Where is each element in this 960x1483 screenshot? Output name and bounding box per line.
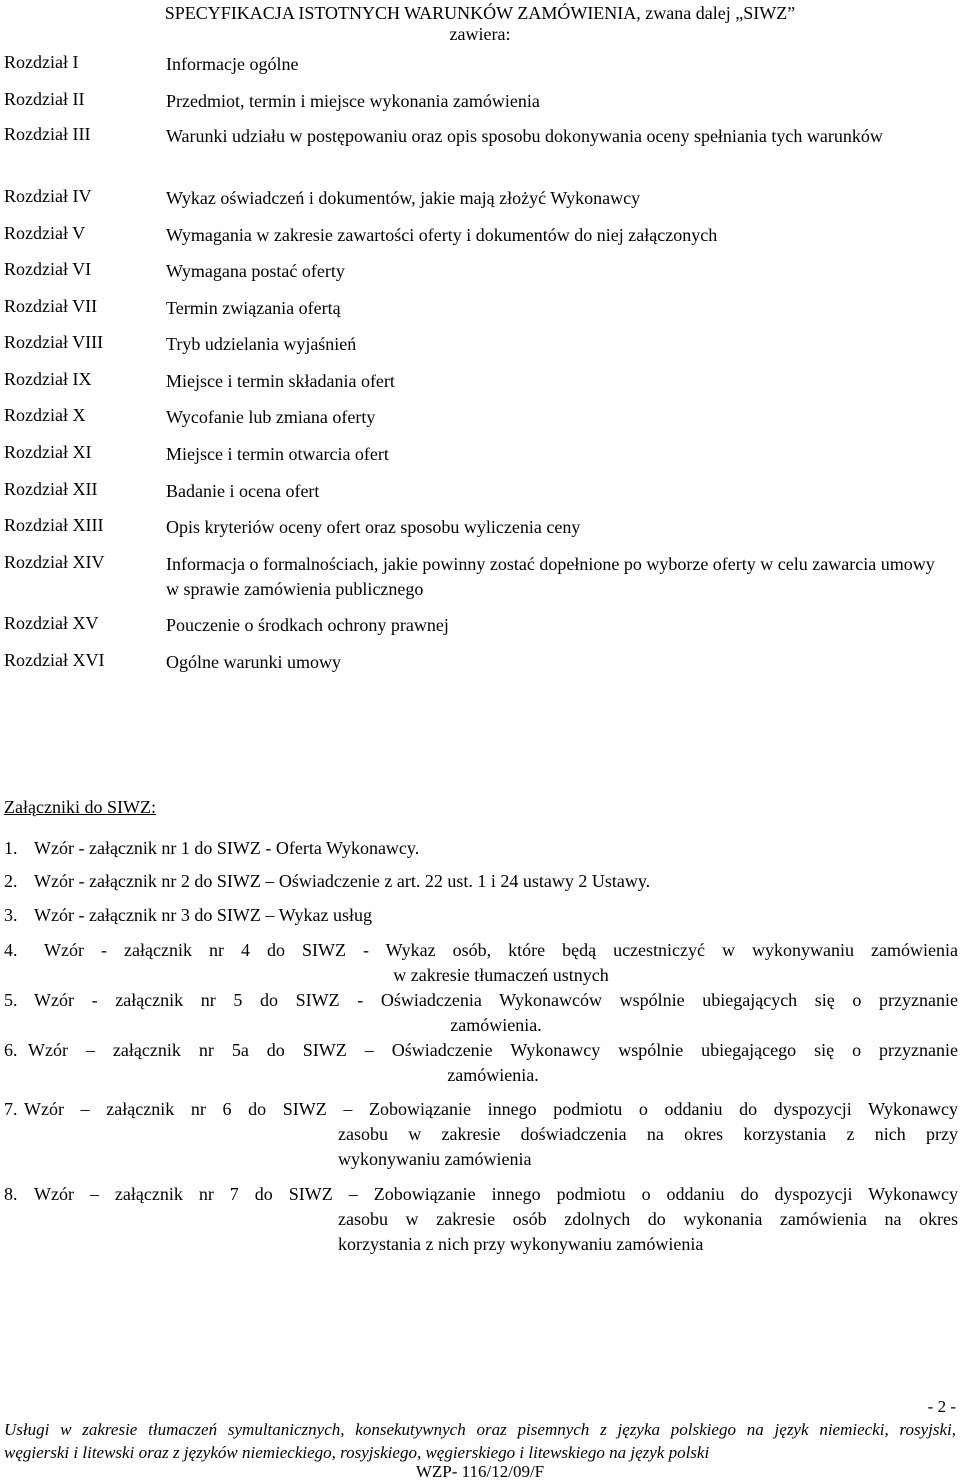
toc-chapter-title: Opis kryteriów oceny ofert oraz sposobu wyliczenia ceny [166, 517, 581, 537]
toc-chapter-number: Rozdział V [4, 223, 86, 243]
toc-chapter-title: Miejsce i termin otwarcia ofert [166, 444, 389, 464]
footer-reference: WZP- 116/12/09/F [415, 1462, 545, 1481]
attachment-text: Wzór - załącznik nr 2 do SIWZ – Oświadczenie z art. 22 ust. 1 i 24 ustawy 2 Ustawy. [34, 871, 651, 891]
document-title: SPECYFIKACJA ISTOTNYCH WARUNKÓW ZAMÓWIENIA, zwana dalej „SIWZ” [164, 3, 796, 23]
attachment-text [34, 988, 958, 1038]
attachment-text [28, 1038, 958, 1088]
attachment-text: Wzór - załącznik nr 1 do SIWZ - Oferta Wykonawcy. [34, 838, 420, 858]
toc-chapter-title: Pouczenie o środkach ochrony prawnej [166, 615, 449, 635]
toc-chapter-title: Informacja o formalnościach, jakie powinny zostać dopełnione po wyborze oferty w celu zawarcia umowy w sprawie zamówienia publicznego [166, 554, 935, 599]
toc-chapter-title: Miejsce i termin składania ofert [166, 371, 395, 391]
attachment-text [34, 1182, 958, 1257]
attachment-text-line: Wzór – załącznik nr 7 do SIWZ – Zobowiązanie innego podmiotu o oddaniu do dyspozycji Wykonawcy [34, 1184, 958, 1204]
attachment-number: 7. [4, 1099, 18, 1119]
toc-chapter-number: Rozdział XIV [4, 552, 105, 572]
toc-chapter-number: Rozdział VII [4, 296, 98, 316]
toc-chapter-number: Rozdział VIII [4, 332, 104, 352]
attachment-number: 4. [4, 940, 18, 960]
attachment-number: 5. [4, 990, 18, 1010]
toc-chapter-title: Termin związania ofertą [166, 298, 341, 318]
toc-chapter-number: Rozdział XIII [4, 515, 104, 535]
toc-chapter-title: Wymagania w zakresie zawartości oferty i dokumentów do niej załączonych [166, 225, 718, 245]
document-subtitle: zawiera: [449, 24, 511, 44]
attachment-text [24, 1097, 958, 1172]
toc-chapter-title: Wykaz oświadczeń i dokumentów, jakie mają złożyć Wykonawcy [166, 188, 641, 208]
toc-chapter-number: Rozdział XII [4, 479, 98, 499]
toc-chapter-number: Rozdział XVI [4, 650, 105, 670]
attachment-text: Wzór - załącznik nr 3 do SIWZ – Wykaz usług [34, 905, 372, 925]
footer-line: Usługi w zakresie tłumaczeń symultanicznych, konsekutywnych oraz pisemnych z języka polskiego na język niemiecki, rosyjski, [4, 1420, 956, 1439]
toc-chapter-number: Rozdział I [4, 52, 79, 72]
toc-chapter-number: Rozdział XI [4, 442, 92, 462]
toc-chapter-title: Wycofanie lub zmiana oferty [166, 407, 376, 427]
attachment-text-line: w zakresie tłumaczeń ustnych [393, 965, 609, 985]
toc-chapter-title: Tryb udzielania wyjaśnień [166, 334, 357, 354]
page-number: - 2 - [927, 1397, 956, 1416]
attachment-text-line: zamówienia. [447, 1065, 539, 1085]
attachment-text-line: Wzór – załącznik nr 6 do SIWZ – Zobowiązanie innego podmiotu o oddaniu do dyspozycji Wykonawcy [24, 1099, 958, 1119]
attachment-text-line: Wzór - załącznik nr 4 do SIWZ - Wykaz osób, które będą uczestniczyć w wykonywaniu zamówienia [44, 940, 958, 960]
attachment-number: 8. [4, 1184, 18, 1204]
attachment-text-line: zamówienia. [450, 1015, 542, 1035]
toc-chapter-title: Przedmiot, termin i miejsce wykonania zamówienia [166, 91, 540, 111]
footer-line: węgierski i litewski oraz z języków niemieckiego, rosyjskiego, węgierskiego i litewskiego na język polski [4, 1443, 710, 1462]
attachments-heading: Załączniki do SIWZ: [4, 797, 156, 817]
attachment-text-line: zasobu w zakresie osób zdolnych do wykonania zamówienia na okres [338, 1209, 958, 1229]
attachment-text-line: zasobu w zakresie doświadczenia na okres korzystania z nich przy [338, 1124, 958, 1144]
toc-chapter-number: Rozdział X [4, 405, 86, 425]
toc-chapter-number: Rozdział III [4, 124, 91, 144]
toc-chapter-number: Rozdział IV [4, 186, 92, 206]
attachment-text-line: wykonywaniu zamówienia [338, 1149, 532, 1169]
toc-chapter-number: Rozdział II [4, 89, 85, 109]
attachment-text-line: Wzór - załącznik nr 5 do SIWZ - Oświadczenia Wykonawców wspólnie ubiegających się o przyznanie [34, 990, 958, 1010]
toc-chapter-title: Badanie i ocena ofert [166, 481, 320, 501]
toc-chapter-number: Rozdział VI [4, 259, 92, 279]
attachment-text-line: Wzór – załącznik nr 5a do SIWZ – Oświadczenie Wykonawcy wspólnie ubiegającego się o przyznanie [28, 1040, 958, 1060]
toc-chapter-title: Informacje ogólne [166, 54, 299, 74]
attachment-number: 6. [4, 1040, 18, 1060]
attachment-number: 1. [4, 838, 18, 858]
toc-chapter-title: Ogólne warunki umowy [166, 652, 341, 672]
attachment-number: 2. [4, 871, 18, 891]
toc-chapter-number: Rozdział IX [4, 369, 92, 389]
attachment-text [44, 938, 958, 988]
attachment-text-line: korzystania z nich przy wykonywaniu zamówienia [338, 1234, 704, 1254]
toc-chapter-number: Rozdział XV [4, 613, 99, 633]
toc-chapter-title: Warunki udziału w postępowaniu oraz opis sposobu dokonywania oceny spełniania tych warunków [166, 126, 883, 146]
toc-chapter-title: Wymagana postać oferty [166, 261, 345, 281]
attachment-number: 3. [4, 905, 18, 925]
